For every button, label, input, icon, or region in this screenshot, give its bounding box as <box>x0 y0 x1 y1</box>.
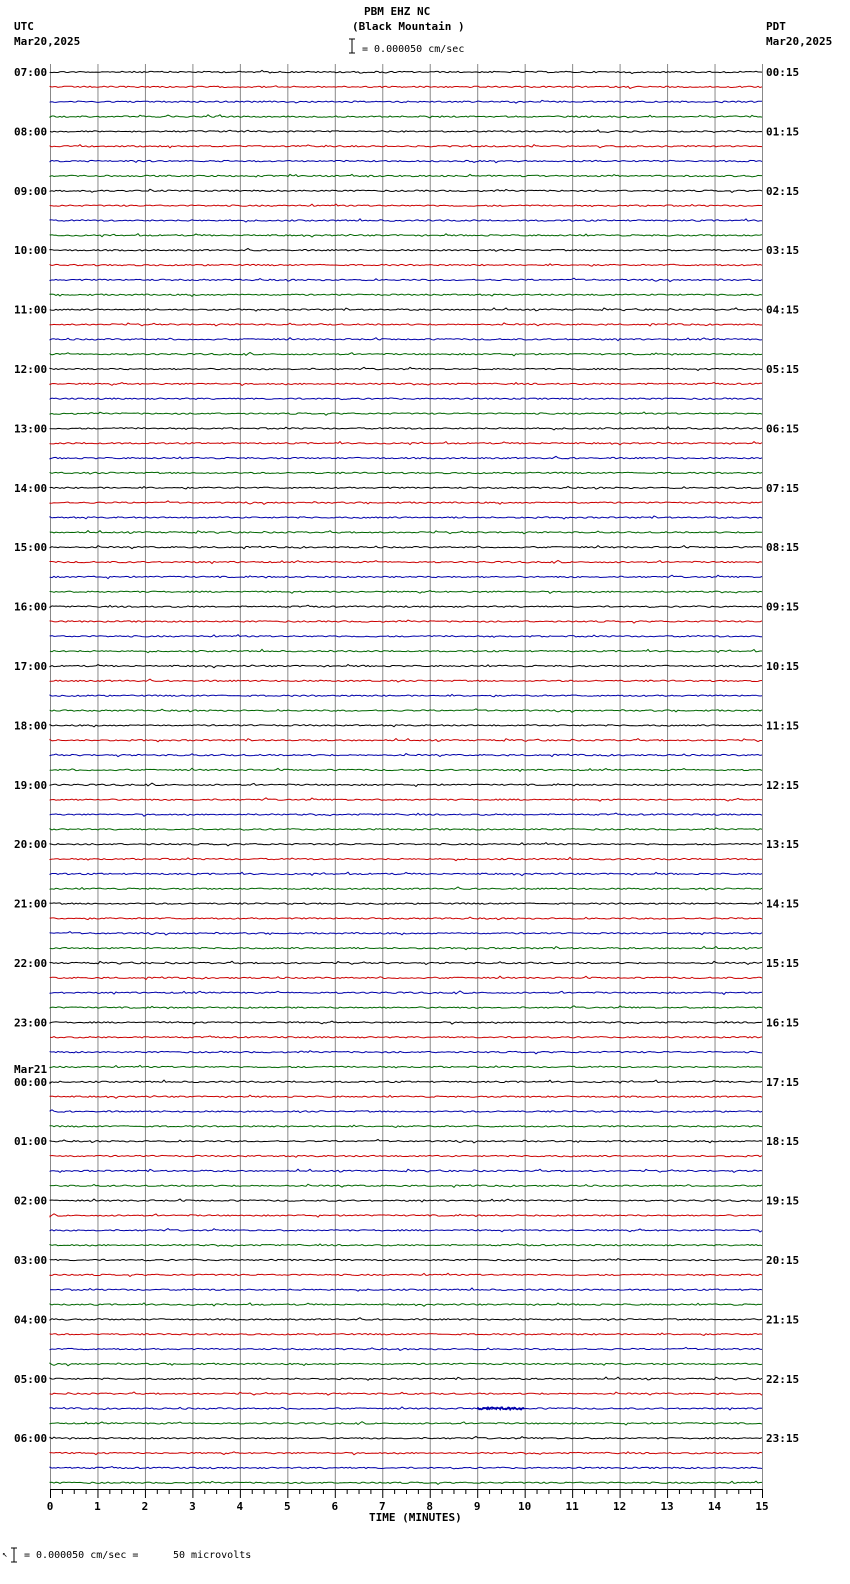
x-tick-label: 9 <box>473 1500 481 1513</box>
trace-85 <box>50 1333 762 1335</box>
trace-52 <box>50 843 762 846</box>
trace-78 <box>50 1229 762 1232</box>
trace-32 <box>50 546 762 549</box>
trace-36 <box>50 605 762 607</box>
trace-71 <box>50 1125 762 1127</box>
trace-54 <box>50 872 762 875</box>
x-tick-label: 10 <box>518 1500 532 1513</box>
trace-0 <box>50 70 762 73</box>
trace-55 <box>50 887 762 890</box>
trace-61 <box>50 976 762 979</box>
utc-hour-label: 16:00 <box>14 600 48 614</box>
trace-30 <box>50 516 762 519</box>
pdt-hour-label: 15:15 <box>766 957 800 970</box>
trace-82 <box>50 1288 762 1291</box>
trace-41 <box>50 679 762 682</box>
trace-59 <box>50 946 762 949</box>
footer-microvolts-label: 50 microvolts <box>173 1550 252 1561</box>
x-tick-label: 13 <box>660 1500 674 1513</box>
pdt-date-label: Mar20,2025 <box>766 35 833 48</box>
trace-60 <box>50 961 762 964</box>
trace-43 <box>50 709 762 713</box>
scale-bar-icon <box>349 39 355 53</box>
pdt-hour-label: 10:15 <box>766 660 800 673</box>
trace-72 <box>50 1140 762 1143</box>
trace-57 <box>50 917 762 920</box>
trace-79 <box>50 1244 762 1247</box>
trace-10 <box>50 219 762 222</box>
trace-77 <box>50 1214 762 1217</box>
pdt-hour-label: 23:15 <box>766 1432 800 1446</box>
utc-hour-label: 07:00 <box>14 66 48 79</box>
pdt-hour-label: 17:15 <box>766 1075 800 1089</box>
trace-95 <box>50 1481 762 1484</box>
trace-19 <box>50 353 762 356</box>
trace-34 <box>50 575 762 578</box>
trace-21 <box>50 383 762 386</box>
trace-80 <box>50 1259 762 1261</box>
x-tick-label: 15 <box>755 1500 769 1513</box>
trace-75 <box>50 1184 762 1187</box>
pdt-hour-label: 21:15 <box>766 1313 800 1327</box>
utc-hour-label: 18:00 <box>14 719 48 733</box>
pdt-zone-label: PDT <box>766 20 786 33</box>
trace-15 <box>50 294 762 296</box>
x-tick-label: 12 <box>612 1500 627 1513</box>
utc-hour-label: 23:00 <box>14 1016 48 1030</box>
trace-37 <box>50 620 762 623</box>
trace-8 <box>50 189 762 192</box>
trace-12 <box>50 249 762 252</box>
utc-hour-label: 20:00 <box>14 838 48 852</box>
trace-17 <box>50 323 762 326</box>
pdt-hour-label: 11:15 <box>766 719 800 733</box>
trace-50 <box>50 813 762 816</box>
x-tick-label: 3 <box>189 1500 196 1513</box>
trace-6 <box>50 160 762 162</box>
trace-29 <box>50 501 762 505</box>
x-tick-label: 2 <box>141 1500 149 1513</box>
trace-13 <box>50 264 762 266</box>
trace-88 <box>50 1377 762 1380</box>
trace-89 <box>50 1392 762 1395</box>
utc-hour-label: 05:00 <box>14 1372 48 1386</box>
utc-hour-label: 08:00 <box>14 125 48 139</box>
x-tick-label: 1 <box>94 1500 101 1513</box>
trace-66 <box>50 1051 762 1054</box>
trace-68 <box>50 1080 762 1083</box>
utc-hour-label: 06:00 <box>14 1432 48 1446</box>
trace-48 <box>50 783 762 786</box>
trace-group <box>50 70 762 1484</box>
trace-49 <box>50 798 762 801</box>
time-axis <box>47 1489 769 1513</box>
trace-28 <box>50 487 762 490</box>
utc-hour-label: 14:00 <box>14 481 48 495</box>
trace-74 <box>50 1169 762 1172</box>
x-tick-label: 5 <box>284 1500 291 1513</box>
trace-65 <box>50 1036 762 1038</box>
trace-45 <box>50 739 762 742</box>
utc-hour-label: 15:00 <box>14 541 48 555</box>
pdt-hour-label: 06:15 <box>766 422 800 436</box>
x-tick-label: 4 <box>236 1500 244 1513</box>
trace-35 <box>50 591 762 594</box>
pdt-hour-label: 16:15 <box>766 1016 800 1030</box>
utc-hour-label: 03:00 <box>14 1254 48 1267</box>
pdt-hour-label: 13:15 <box>766 838 800 852</box>
trace-33 <box>50 560 762 563</box>
trace-5 <box>50 145 762 148</box>
pdt-hour-label: 14:15 <box>766 897 800 911</box>
utc-hour-label: 04:00 <box>14 1313 48 1327</box>
trace-76 <box>50 1199 762 1202</box>
trace-2 <box>50 100 762 103</box>
trace-39 <box>50 649 762 652</box>
trace-73 <box>50 1155 762 1157</box>
pdt-hour-label: 09:15 <box>766 600 800 614</box>
trace-91 <box>50 1422 762 1425</box>
x-tick-label: 6 <box>331 1500 339 1513</box>
trace-94 <box>50 1467 762 1469</box>
pdt-hour-label: 08:15 <box>766 541 800 555</box>
trace-11 <box>50 234 762 237</box>
trace-42 <box>50 694 762 696</box>
date-change-label: Mar21 <box>14 1063 48 1076</box>
pdt-hour-label: 20:15 <box>766 1254 800 1267</box>
utc-hour-label: 09:00 <box>14 184 48 198</box>
utc-hour-label: 17:00 <box>14 660 48 673</box>
trace-92 <box>50 1437 762 1440</box>
trace-38 <box>50 635 762 638</box>
x-tick-label: 0 <box>46 1500 54 1513</box>
trace-40 <box>50 665 762 668</box>
trace-63 <box>50 1006 762 1009</box>
station-title: PBM EHZ NC <box>364 5 431 18</box>
footer-scale-bar-icon <box>11 1548 17 1562</box>
trace-25 <box>50 442 762 445</box>
trace-70 <box>50 1110 762 1113</box>
trace-47 <box>50 768 762 771</box>
x-tick-label: 7 <box>378 1500 386 1513</box>
trace-3 <box>50 115 762 118</box>
utc-hour-label: 02:00 <box>14 1194 48 1208</box>
trace-9 <box>50 204 762 207</box>
pdt-hour-label: 04:15 <box>766 303 800 317</box>
x-tick-label: 14 <box>707 1500 722 1513</box>
trace-7 <box>50 174 762 177</box>
trace-26 <box>50 456 762 458</box>
utc-hour-label: 01:00 <box>14 1135 48 1149</box>
utc-hour-label: 11:00 <box>14 303 48 317</box>
footer-scale-label: = 0.000050 cm/sec = <box>24 1550 139 1561</box>
trace-4 <box>50 130 762 133</box>
trace-84 <box>50 1318 762 1321</box>
x-tick-label: 8 <box>426 1500 434 1513</box>
trace-81 <box>50 1273 762 1276</box>
pdt-hour-label: 18:15 <box>766 1135 800 1149</box>
trace-86 <box>50 1347 762 1350</box>
pdt-hour-label: 12:15 <box>766 778 800 792</box>
x-tick-label: 11 <box>565 1500 579 1513</box>
utc-hour-label: 19:00 <box>14 778 48 792</box>
trace-87 <box>50 1363 762 1366</box>
trace-18 <box>50 338 762 341</box>
pdt-hour-label: 05:15 <box>766 363 800 376</box>
trace-14 <box>50 278 762 281</box>
scale-label: = 0.000050 cm/sec <box>362 44 465 55</box>
utc-hour-label: 00:00 <box>14 1075 48 1089</box>
trace-83 <box>50 1303 762 1306</box>
footer-arrow-icon: ↖ <box>2 1550 8 1560</box>
trace-44 <box>50 725 762 727</box>
trace-69 <box>50 1095 762 1098</box>
pdt-hour-label: 07:15 <box>766 481 800 495</box>
pdt-hour-label: 22:15 <box>766 1372 800 1386</box>
utc-hour-label: 13:00 <box>14 422 48 436</box>
trace-16 <box>50 308 762 311</box>
trace-58 <box>50 932 762 935</box>
x-axis-title: TIME (MINUTES) <box>369 1511 462 1524</box>
pdt-hour-label: 03:15 <box>766 244 800 258</box>
trace-20 <box>50 367 762 370</box>
trace-56 <box>50 902 762 904</box>
trace-22 <box>50 398 762 400</box>
trace-46 <box>50 754 762 757</box>
trace-67 <box>50 1065 762 1068</box>
trace-23 <box>50 412 762 415</box>
pdt-hour-label: 00:15 <box>766 66 800 79</box>
utc-date-label: Mar20,2025 <box>14 35 81 48</box>
trace-51 <box>50 828 762 830</box>
pdt-hour-label: 02:15 <box>766 184 800 198</box>
utc-hour-label: 22:00 <box>14 957 48 970</box>
utc-hour-label: 12:00 <box>14 363 48 376</box>
trace-64 <box>50 1021 762 1024</box>
pdt-hour-label: 19:15 <box>766 1194 800 1208</box>
trace-1 <box>50 86 762 89</box>
utc-hour-label: 21:00 <box>14 897 48 911</box>
trace-53 <box>50 857 762 860</box>
station-location: (Black Mountain ) <box>352 20 465 33</box>
trace-62 <box>50 991 762 994</box>
trace-90 <box>50 1407 762 1410</box>
utc-zone-label: UTC <box>14 20 34 33</box>
trace-31 <box>50 531 762 534</box>
trace-24 <box>50 427 762 430</box>
pdt-hour-label: 01:15 <box>766 125 800 139</box>
event-burst-0 <box>477 1407 524 1409</box>
utc-hour-label: 10:00 <box>14 244 48 258</box>
trace-93 <box>50 1452 762 1455</box>
trace-27 <box>50 472 762 474</box>
